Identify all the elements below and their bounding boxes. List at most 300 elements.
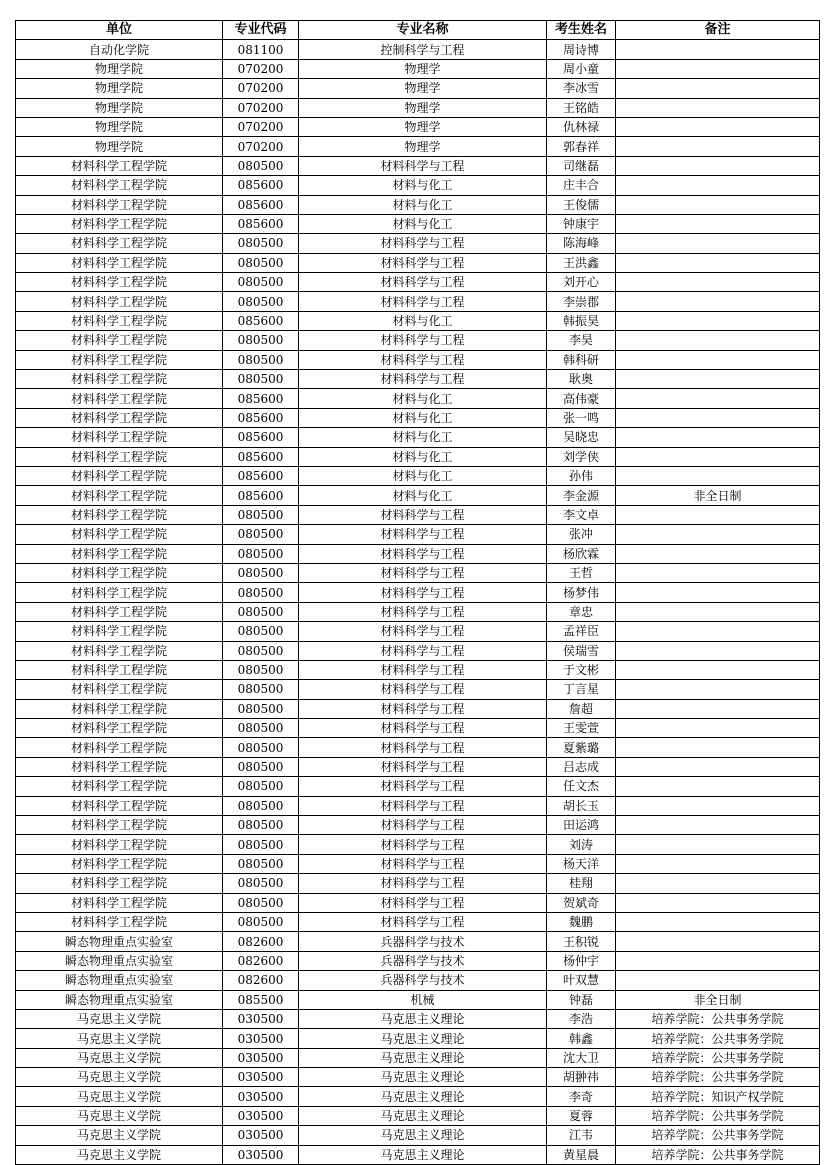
candidate-name-cell: 夏蓉 (547, 1106, 616, 1125)
candidate-name-cell: 夏紫璐 (547, 738, 616, 757)
remarks-cell (616, 447, 820, 466)
major-code-cell: 080500 (223, 854, 299, 873)
major-code-cell: 070200 (223, 98, 299, 117)
table-row (16, 505, 820, 524)
unit-cell: 瞬态物理重点实验室 (16, 990, 223, 1009)
remarks-cell (616, 796, 820, 815)
unit-cell: 物理学院 (16, 137, 223, 156)
remarks-cell (616, 757, 820, 776)
major-name-cell: 马克思主义理论 (299, 1145, 547, 1164)
major-name-cell: 材料科学与工程 (299, 350, 547, 369)
major-name-cell: 材料科学与工程 (299, 253, 547, 272)
unit-cell: 马克思主义学院 (16, 1126, 223, 1145)
unit-cell: 自动化学院 (16, 40, 223, 59)
major-code-cell: 085600 (223, 176, 299, 195)
unit-cell: 物理学院 (16, 59, 223, 78)
table-row (16, 447, 820, 466)
remarks-cell (616, 854, 820, 873)
major-code-cell: 080500 (223, 331, 299, 350)
unit-cell: 马克思主义学院 (16, 1106, 223, 1125)
remarks-cell (616, 40, 820, 59)
table-row (16, 40, 820, 59)
major-name-cell: 材料科学与工程 (299, 505, 547, 524)
table-row (16, 214, 820, 233)
table-row (16, 893, 820, 912)
major-code-cell: 085600 (223, 428, 299, 447)
major-name-cell: 材料科学与工程 (299, 757, 547, 776)
table-row (16, 951, 820, 970)
major-code-cell: 080500 (223, 253, 299, 272)
remarks-cell (616, 951, 820, 970)
candidate-name-cell: 周诗博 (547, 40, 616, 59)
remarks-cell (616, 466, 820, 485)
table-row (16, 680, 820, 699)
remarks-cell (616, 912, 820, 931)
header-major-code: 专业代码 (223, 21, 299, 40)
candidate-name-cell: 王雯萱 (547, 719, 616, 738)
table-row (16, 292, 820, 311)
table-row (16, 1009, 820, 1028)
candidate-name-cell: 庄丰合 (547, 176, 616, 195)
remarks-cell: 培养学院：公共事务学院 (616, 1029, 820, 1048)
remarks-cell (616, 253, 820, 272)
unit-cell: 马克思主义学院 (16, 1145, 223, 1164)
unit-cell: 材料科学工程学院 (16, 370, 223, 389)
candidate-name-cell: 吴晓忠 (547, 428, 616, 447)
major-name-cell: 物理学 (299, 117, 547, 136)
unit-cell: 材料科学工程学院 (16, 544, 223, 563)
candidate-name-cell: 任文杰 (547, 777, 616, 796)
unit-cell: 材料科学工程学院 (16, 777, 223, 796)
candidate-name-cell: 李昊 (547, 331, 616, 350)
unit-cell: 材料科学工程学院 (16, 389, 223, 408)
table-row (16, 1145, 820, 1164)
candidate-name-cell: 沈大卫 (547, 1048, 616, 1067)
major-code-cell: 081100 (223, 40, 299, 59)
unit-cell: 材料科学工程学院 (16, 486, 223, 505)
unit-cell: 马克思主义学院 (16, 1048, 223, 1067)
candidate-name-cell: 叶双慧 (547, 971, 616, 990)
table-row (16, 486, 820, 505)
candidate-name-cell: 李奇 (547, 1087, 616, 1106)
major-code-cell: 080500 (223, 816, 299, 835)
unit-cell: 材料科学工程学院 (16, 505, 223, 524)
major-code-cell: 080500 (223, 622, 299, 641)
table-row (16, 156, 820, 175)
table-row (16, 176, 820, 195)
candidate-name-cell: 丁言星 (547, 680, 616, 699)
unit-cell: 材料科学工程学院 (16, 719, 223, 738)
remarks-cell (616, 738, 820, 757)
unit-cell: 材料科学工程学院 (16, 835, 223, 854)
candidate-name-cell: 高伟豪 (547, 389, 616, 408)
table-row (16, 195, 820, 214)
major-name-cell: 材料与化工 (299, 176, 547, 195)
candidate-name-cell: 杨梦伟 (547, 583, 616, 602)
remarks-cell (616, 816, 820, 835)
candidate-name-cell: 李崇郡 (547, 292, 616, 311)
unit-cell: 材料科学工程学院 (16, 563, 223, 582)
remarks-cell (616, 835, 820, 854)
unit-cell: 材料科学工程学院 (16, 311, 223, 330)
major-code-cell: 070200 (223, 59, 299, 78)
table-row (16, 854, 820, 873)
major-code-cell: 080500 (223, 641, 299, 660)
unit-cell: 材料科学工程学院 (16, 292, 223, 311)
candidate-name-cell: 胡长玉 (547, 796, 616, 815)
table-row (16, 835, 820, 854)
candidate-name-cell: 王铭皓 (547, 98, 616, 117)
remarks-cell (616, 59, 820, 78)
major-name-cell: 兵器科学与技术 (299, 971, 547, 990)
remarks-cell (616, 370, 820, 389)
unit-cell: 瞬态物理重点实验室 (16, 971, 223, 990)
major-code-cell: 080500 (223, 273, 299, 292)
remarks-cell (616, 234, 820, 253)
header-major-name: 专业名称 (299, 21, 547, 40)
unit-cell: 材料科学工程学院 (16, 680, 223, 699)
unit-cell: 物理学院 (16, 79, 223, 98)
candidate-name-cell: 李金源 (547, 486, 616, 505)
major-code-cell: 070200 (223, 79, 299, 98)
major-code-cell: 080500 (223, 544, 299, 563)
header-unit: 单位 (16, 21, 223, 40)
table-row (16, 1029, 820, 1048)
major-name-cell: 材料与化工 (299, 389, 547, 408)
remarks-cell (616, 79, 820, 98)
major-code-cell: 082600 (223, 951, 299, 970)
major-name-cell: 材料科学与工程 (299, 583, 547, 602)
unit-cell: 材料科学工程学院 (16, 253, 223, 272)
major-code-cell: 030500 (223, 1126, 299, 1145)
table-row (16, 622, 820, 641)
major-name-cell: 材料与化工 (299, 428, 547, 447)
candidate-name-cell: 仇林禄 (547, 117, 616, 136)
header-candidate-name: 考生姓名 (547, 21, 616, 40)
remarks-cell (616, 98, 820, 117)
remarks-cell: 培养学院：公共事务学院 (616, 1068, 820, 1087)
unit-cell: 材料科学工程学院 (16, 447, 223, 466)
table-row (16, 990, 820, 1009)
major-code-cell: 030500 (223, 1145, 299, 1164)
remarks-cell (616, 176, 820, 195)
major-name-cell: 兵器科学与技术 (299, 932, 547, 951)
remarks-cell (616, 602, 820, 621)
remarks-cell (616, 971, 820, 990)
unit-cell: 材料科学工程学院 (16, 699, 223, 718)
remarks-cell (616, 641, 820, 660)
table-row (16, 1106, 820, 1125)
unit-cell: 材料科学工程学院 (16, 156, 223, 175)
remarks-cell: 培养学院：公共事务学院 (616, 1106, 820, 1125)
table-row (16, 971, 820, 990)
candidate-name-cell: 韩振昊 (547, 311, 616, 330)
major-code-cell: 080500 (223, 777, 299, 796)
unit-cell: 材料科学工程学院 (16, 428, 223, 447)
candidate-name-cell: 杨欣霖 (547, 544, 616, 563)
major-name-cell: 物理学 (299, 98, 547, 117)
unit-cell: 材料科学工程学院 (16, 622, 223, 641)
unit-cell: 材料科学工程学院 (16, 816, 223, 835)
remarks-cell (616, 350, 820, 369)
major-name-cell: 物理学 (299, 137, 547, 156)
remarks-cell (616, 408, 820, 427)
major-name-cell: 材料科学与工程 (299, 777, 547, 796)
remarks-cell (616, 525, 820, 544)
remarks-cell (616, 544, 820, 563)
remarks-cell (616, 680, 820, 699)
table-row (16, 370, 820, 389)
candidate-name-cell: 郭春祥 (547, 137, 616, 156)
candidate-name-cell: 侯瑞雪 (547, 641, 616, 660)
major-code-cell: 080500 (223, 660, 299, 679)
major-name-cell: 材料科学与工程 (299, 796, 547, 815)
unit-cell: 瞬态物理重点实验室 (16, 951, 223, 970)
candidate-name-cell: 刘开心 (547, 273, 616, 292)
unit-cell: 马克思主义学院 (16, 1068, 223, 1087)
major-name-cell: 材料科学与工程 (299, 660, 547, 679)
table-row (16, 912, 820, 931)
table-row (16, 331, 820, 350)
remarks-cell (616, 699, 820, 718)
table-row (16, 757, 820, 776)
table-row (16, 641, 820, 660)
major-name-cell: 马克思主义理论 (299, 1009, 547, 1028)
unit-cell: 材料科学工程学院 (16, 234, 223, 253)
candidate-name-cell: 张冲 (547, 525, 616, 544)
major-code-cell: 080500 (223, 912, 299, 931)
major-code-cell: 085600 (223, 214, 299, 233)
major-name-cell: 材料与化工 (299, 195, 547, 214)
major-name-cell: 材料与化工 (299, 486, 547, 505)
remarks-cell: 培养学院：公共事务学院 (616, 1048, 820, 1067)
major-code-cell: 080500 (223, 350, 299, 369)
remarks-cell: 培养学院：知识产权学院 (616, 1087, 820, 1106)
major-code-cell: 030500 (223, 1106, 299, 1125)
remarks-cell: 培养学院：公共事务学院 (616, 1145, 820, 1164)
candidate-name-cell: 江韦 (547, 1126, 616, 1145)
table-row (16, 1087, 820, 1106)
major-name-cell: 材料科学与工程 (299, 370, 547, 389)
table-row (16, 874, 820, 893)
candidate-name-cell: 王哲 (547, 563, 616, 582)
table-row (16, 253, 820, 272)
candidate-name-cell: 周小童 (547, 59, 616, 78)
table-row (16, 583, 820, 602)
candidate-name-cell: 司继磊 (547, 156, 616, 175)
candidate-name-cell: 张一鸣 (547, 408, 616, 427)
unit-cell: 材料科学工程学院 (16, 796, 223, 815)
remarks-cell: 培养学院：公共事务学院 (616, 1009, 820, 1028)
major-code-cell: 030500 (223, 1068, 299, 1087)
unit-cell: 马克思主义学院 (16, 1009, 223, 1028)
unit-cell: 材料科学工程学院 (16, 408, 223, 427)
major-name-cell: 材料科学与工程 (299, 525, 547, 544)
unit-cell: 材料科学工程学院 (16, 602, 223, 621)
unit-cell: 材料科学工程学院 (16, 641, 223, 660)
unit-cell: 材料科学工程学院 (16, 331, 223, 350)
candidate-name-cell: 刘学侠 (547, 447, 616, 466)
table-row (16, 544, 820, 563)
major-code-cell: 080500 (223, 835, 299, 854)
table-row (16, 796, 820, 815)
table-row (16, 311, 820, 330)
candidate-name-cell: 田运鸿 (547, 816, 616, 835)
table-row (16, 234, 820, 253)
major-code-cell: 080500 (223, 234, 299, 253)
major-code-cell: 070200 (223, 117, 299, 136)
major-name-cell: 材料与化工 (299, 447, 547, 466)
major-code-cell: 085600 (223, 389, 299, 408)
major-code-cell: 030500 (223, 1087, 299, 1106)
candidate-name-cell: 胡翀祎 (547, 1068, 616, 1087)
unit-cell: 材料科学工程学院 (16, 757, 223, 776)
candidate-name-cell: 孟祥臣 (547, 622, 616, 641)
major-code-cell: 082600 (223, 971, 299, 990)
table-row (16, 1126, 820, 1145)
major-code-cell: 080500 (223, 719, 299, 738)
unit-cell: 材料科学工程学院 (16, 893, 223, 912)
table-row (16, 79, 820, 98)
remarks-cell (616, 719, 820, 738)
remarks-cell (616, 214, 820, 233)
major-name-cell: 物理学 (299, 59, 547, 78)
major-name-cell: 马克思主义理论 (299, 1087, 547, 1106)
candidate-name-cell: 王洪鑫 (547, 253, 616, 272)
table-row (16, 816, 820, 835)
major-name-cell: 材料科学与工程 (299, 156, 547, 175)
major-code-cell: 080500 (223, 796, 299, 815)
table-body (16, 40, 820, 1165)
table-row (16, 389, 820, 408)
major-code-cell: 085600 (223, 466, 299, 485)
table-row (16, 350, 820, 369)
major-code-cell: 030500 (223, 1029, 299, 1048)
unit-cell: 材料科学工程学院 (16, 660, 223, 679)
table-row (16, 699, 820, 718)
table-row (16, 1068, 820, 1087)
remarks-cell (616, 137, 820, 156)
major-code-cell: 080500 (223, 893, 299, 912)
major-code-cell: 080500 (223, 874, 299, 893)
major-name-cell: 材料与化工 (299, 311, 547, 330)
major-code-cell: 080500 (223, 505, 299, 524)
major-code-cell: 030500 (223, 1009, 299, 1028)
major-name-cell: 材料科学与工程 (299, 874, 547, 893)
remarks-cell (616, 195, 820, 214)
major-name-cell: 物理学 (299, 79, 547, 98)
major-name-cell: 兵器科学与技术 (299, 951, 547, 970)
major-code-cell: 030500 (223, 1048, 299, 1067)
candidate-name-cell: 李浩 (547, 1009, 616, 1028)
major-name-cell: 马克思主义理论 (299, 1029, 547, 1048)
remarks-cell (616, 660, 820, 679)
unit-cell: 材料科学工程学院 (16, 176, 223, 195)
candidate-name-cell: 孙伟 (547, 466, 616, 485)
unit-cell: 马克思主义学院 (16, 1029, 223, 1048)
table-row (16, 466, 820, 485)
remarks-cell: 非全日制 (616, 990, 820, 1009)
unit-cell: 材料科学工程学院 (16, 583, 223, 602)
candidate-name-cell: 于文彬 (547, 660, 616, 679)
table-row (16, 777, 820, 796)
major-name-cell: 材料科学与工程 (299, 292, 547, 311)
unit-cell: 物理学院 (16, 98, 223, 117)
remarks-cell (616, 505, 820, 524)
unit-cell: 材料科学工程学院 (16, 466, 223, 485)
major-name-cell: 材料科学与工程 (299, 912, 547, 931)
major-name-cell: 材料科学与工程 (299, 835, 547, 854)
candidate-name-cell: 杨天洋 (547, 854, 616, 873)
candidate-name-cell: 吕志成 (547, 757, 616, 776)
remarks-cell (616, 932, 820, 951)
major-code-cell: 080500 (223, 583, 299, 602)
major-name-cell: 材料科学与工程 (299, 699, 547, 718)
major-name-cell: 材料科学与工程 (299, 738, 547, 757)
major-name-cell: 材料科学与工程 (299, 893, 547, 912)
remarks-cell (616, 874, 820, 893)
major-code-cell: 085600 (223, 447, 299, 466)
table-row (16, 137, 820, 156)
unit-cell: 材料科学工程学院 (16, 912, 223, 931)
remarks-cell (616, 331, 820, 350)
major-name-cell: 机械 (299, 990, 547, 1009)
major-code-cell: 080500 (223, 757, 299, 776)
candidate-name-cell: 詹超 (547, 699, 616, 718)
table-row (16, 428, 820, 447)
major-name-cell: 材料科学与工程 (299, 622, 547, 641)
candidate-name-cell: 韩鑫 (547, 1029, 616, 1048)
major-name-cell: 材料科学与工程 (299, 854, 547, 873)
unit-cell: 材料科学工程学院 (16, 738, 223, 757)
major-name-cell: 材料科学与工程 (299, 680, 547, 699)
table-row (16, 525, 820, 544)
major-code-cell: 070200 (223, 137, 299, 156)
candidate-name-cell: 王积锐 (547, 932, 616, 951)
remarks-cell (616, 893, 820, 912)
major-code-cell: 085500 (223, 990, 299, 1009)
candidate-name-cell: 魏鹏 (547, 912, 616, 931)
candidate-name-cell: 刘涛 (547, 835, 616, 854)
major-code-cell: 085600 (223, 408, 299, 427)
major-name-cell: 材料与化工 (299, 408, 547, 427)
candidate-name-cell: 钟磊 (547, 990, 616, 1009)
unit-cell: 材料科学工程学院 (16, 214, 223, 233)
unit-cell: 材料科学工程学院 (16, 854, 223, 873)
major-name-cell: 控制科学与工程 (299, 40, 547, 59)
remarks-cell: 培养学院：公共事务学院 (616, 1126, 820, 1145)
major-code-cell: 080500 (223, 699, 299, 718)
major-name-cell: 马克思主义理论 (299, 1068, 547, 1087)
major-code-cell: 080500 (223, 563, 299, 582)
candidate-name-cell: 耿奥 (547, 370, 616, 389)
major-name-cell: 材料与化工 (299, 466, 547, 485)
major-name-cell: 马克思主义理论 (299, 1106, 547, 1125)
table-row (16, 719, 820, 738)
unit-cell: 马克思主义学院 (16, 1087, 223, 1106)
table-row (16, 59, 820, 78)
table-row (16, 117, 820, 136)
major-code-cell: 080500 (223, 602, 299, 621)
unit-cell: 瞬态物理重点实验室 (16, 932, 223, 951)
table-row (16, 563, 820, 582)
major-name-cell: 材料科学与工程 (299, 234, 547, 253)
unit-cell: 材料科学工程学院 (16, 195, 223, 214)
major-name-cell: 材料科学与工程 (299, 273, 547, 292)
candidate-name-cell: 王俊儒 (547, 195, 616, 214)
major-name-cell: 材料科学与工程 (299, 816, 547, 835)
remarks-cell (616, 311, 820, 330)
